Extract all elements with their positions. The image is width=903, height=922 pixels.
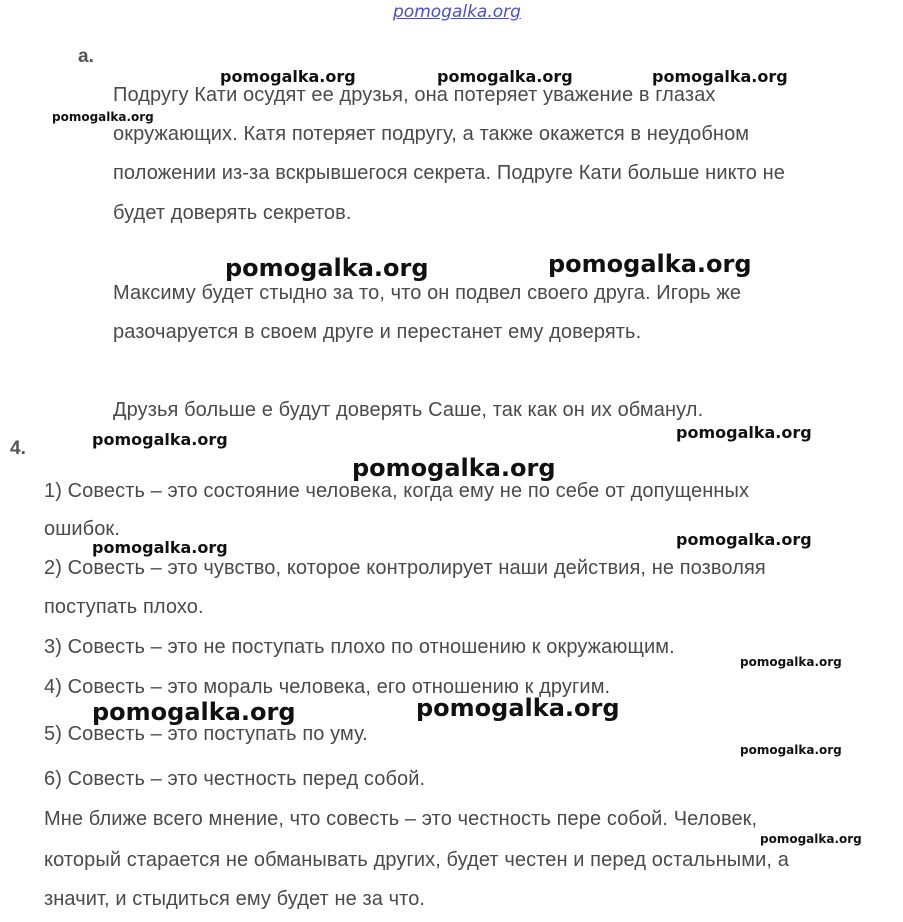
section-4-line-9: Мне ближе всего мнение, что совесть – это честность пере собой. Человек, [44, 808, 758, 830]
section-4-line-3: 2) Совесть – это чувство, которое контролирует наши действия, не позволяя [44, 557, 766, 579]
section-4-line-1: 1) Совесть – это состояние человека, когда ему не по себе от допущенных [44, 480, 750, 502]
watermark: pomogalka.org [676, 530, 812, 549]
section-a-p1-line-4: будет доверять секретов. [113, 202, 352, 224]
watermark: pomogalka.org [760, 832, 862, 846]
section-4-line-6: 4) Совесть – это мораль человека, его отношению к другим. [44, 676, 611, 698]
watermark: pomogalka.org [548, 250, 752, 278]
section-4-line-2: ошибок. [44, 518, 120, 540]
watermark: pomogalka.org [92, 698, 296, 726]
watermark: pomogalka.org [92, 538, 228, 557]
watermark: pomogalka.org [437, 67, 573, 86]
section-a-p2-line-2: разочаруется в своем друге и перестанет ему доверять. [113, 321, 642, 343]
watermark: pomogalka.org [92, 430, 228, 449]
section-4-marker: 4. [10, 438, 26, 459]
watermark: pomogalka.org [676, 423, 812, 442]
watermark: pomogalka.org [220, 67, 356, 86]
watermark: pomogalka.org [52, 110, 154, 124]
section-4-line-7: 5) Совесть – это поступать по уму. [44, 723, 368, 745]
watermark: pomogalka.org [225, 254, 429, 282]
section-a-p3-line-1: Друзья больше е будут доверять Саше, так как он их обманул. [113, 399, 704, 421]
section-a-p1-line-2: окружающих. Катя потеряет подругу, а также окажется в неудобном [113, 123, 750, 145]
watermark-top: pomogalka.org [393, 2, 521, 22]
watermark: pomogalka.org [652, 67, 788, 86]
section-a-p1-line-3: положении из-за вскрывшегося секрета. Подруге Кати больше никто не [113, 162, 785, 184]
section-4-line-5: 3) Совесть – это не поступать плохо по отношению к окружающим. [44, 636, 675, 658]
watermark: pomogalka.org [740, 655, 842, 669]
section-4-line-10: который старается не обманывать других, будет честен и перед остальными, а [44, 849, 789, 871]
watermark: pomogalka.org [416, 694, 620, 722]
section-a-p1-line-1: Подругу Кати осудят ее друзья, она потеряет уважение в глазах [113, 84, 716, 106]
section-4-line-11: значит, и стыдиться ему будет не за что. [44, 888, 426, 910]
section-a-p2-line-1: Максиму будет стыдно за то, что он подвел своего друга. Игорь же [113, 282, 742, 304]
section-4-line-4: поступать плохо. [44, 596, 204, 618]
watermark: pomogalka.org [352, 454, 556, 482]
section-a-marker: a. [78, 46, 94, 67]
watermark: pomogalka.org [740, 743, 842, 757]
section-4-line-8: 6) Совесть – это честность перед собой. [44, 768, 426, 790]
